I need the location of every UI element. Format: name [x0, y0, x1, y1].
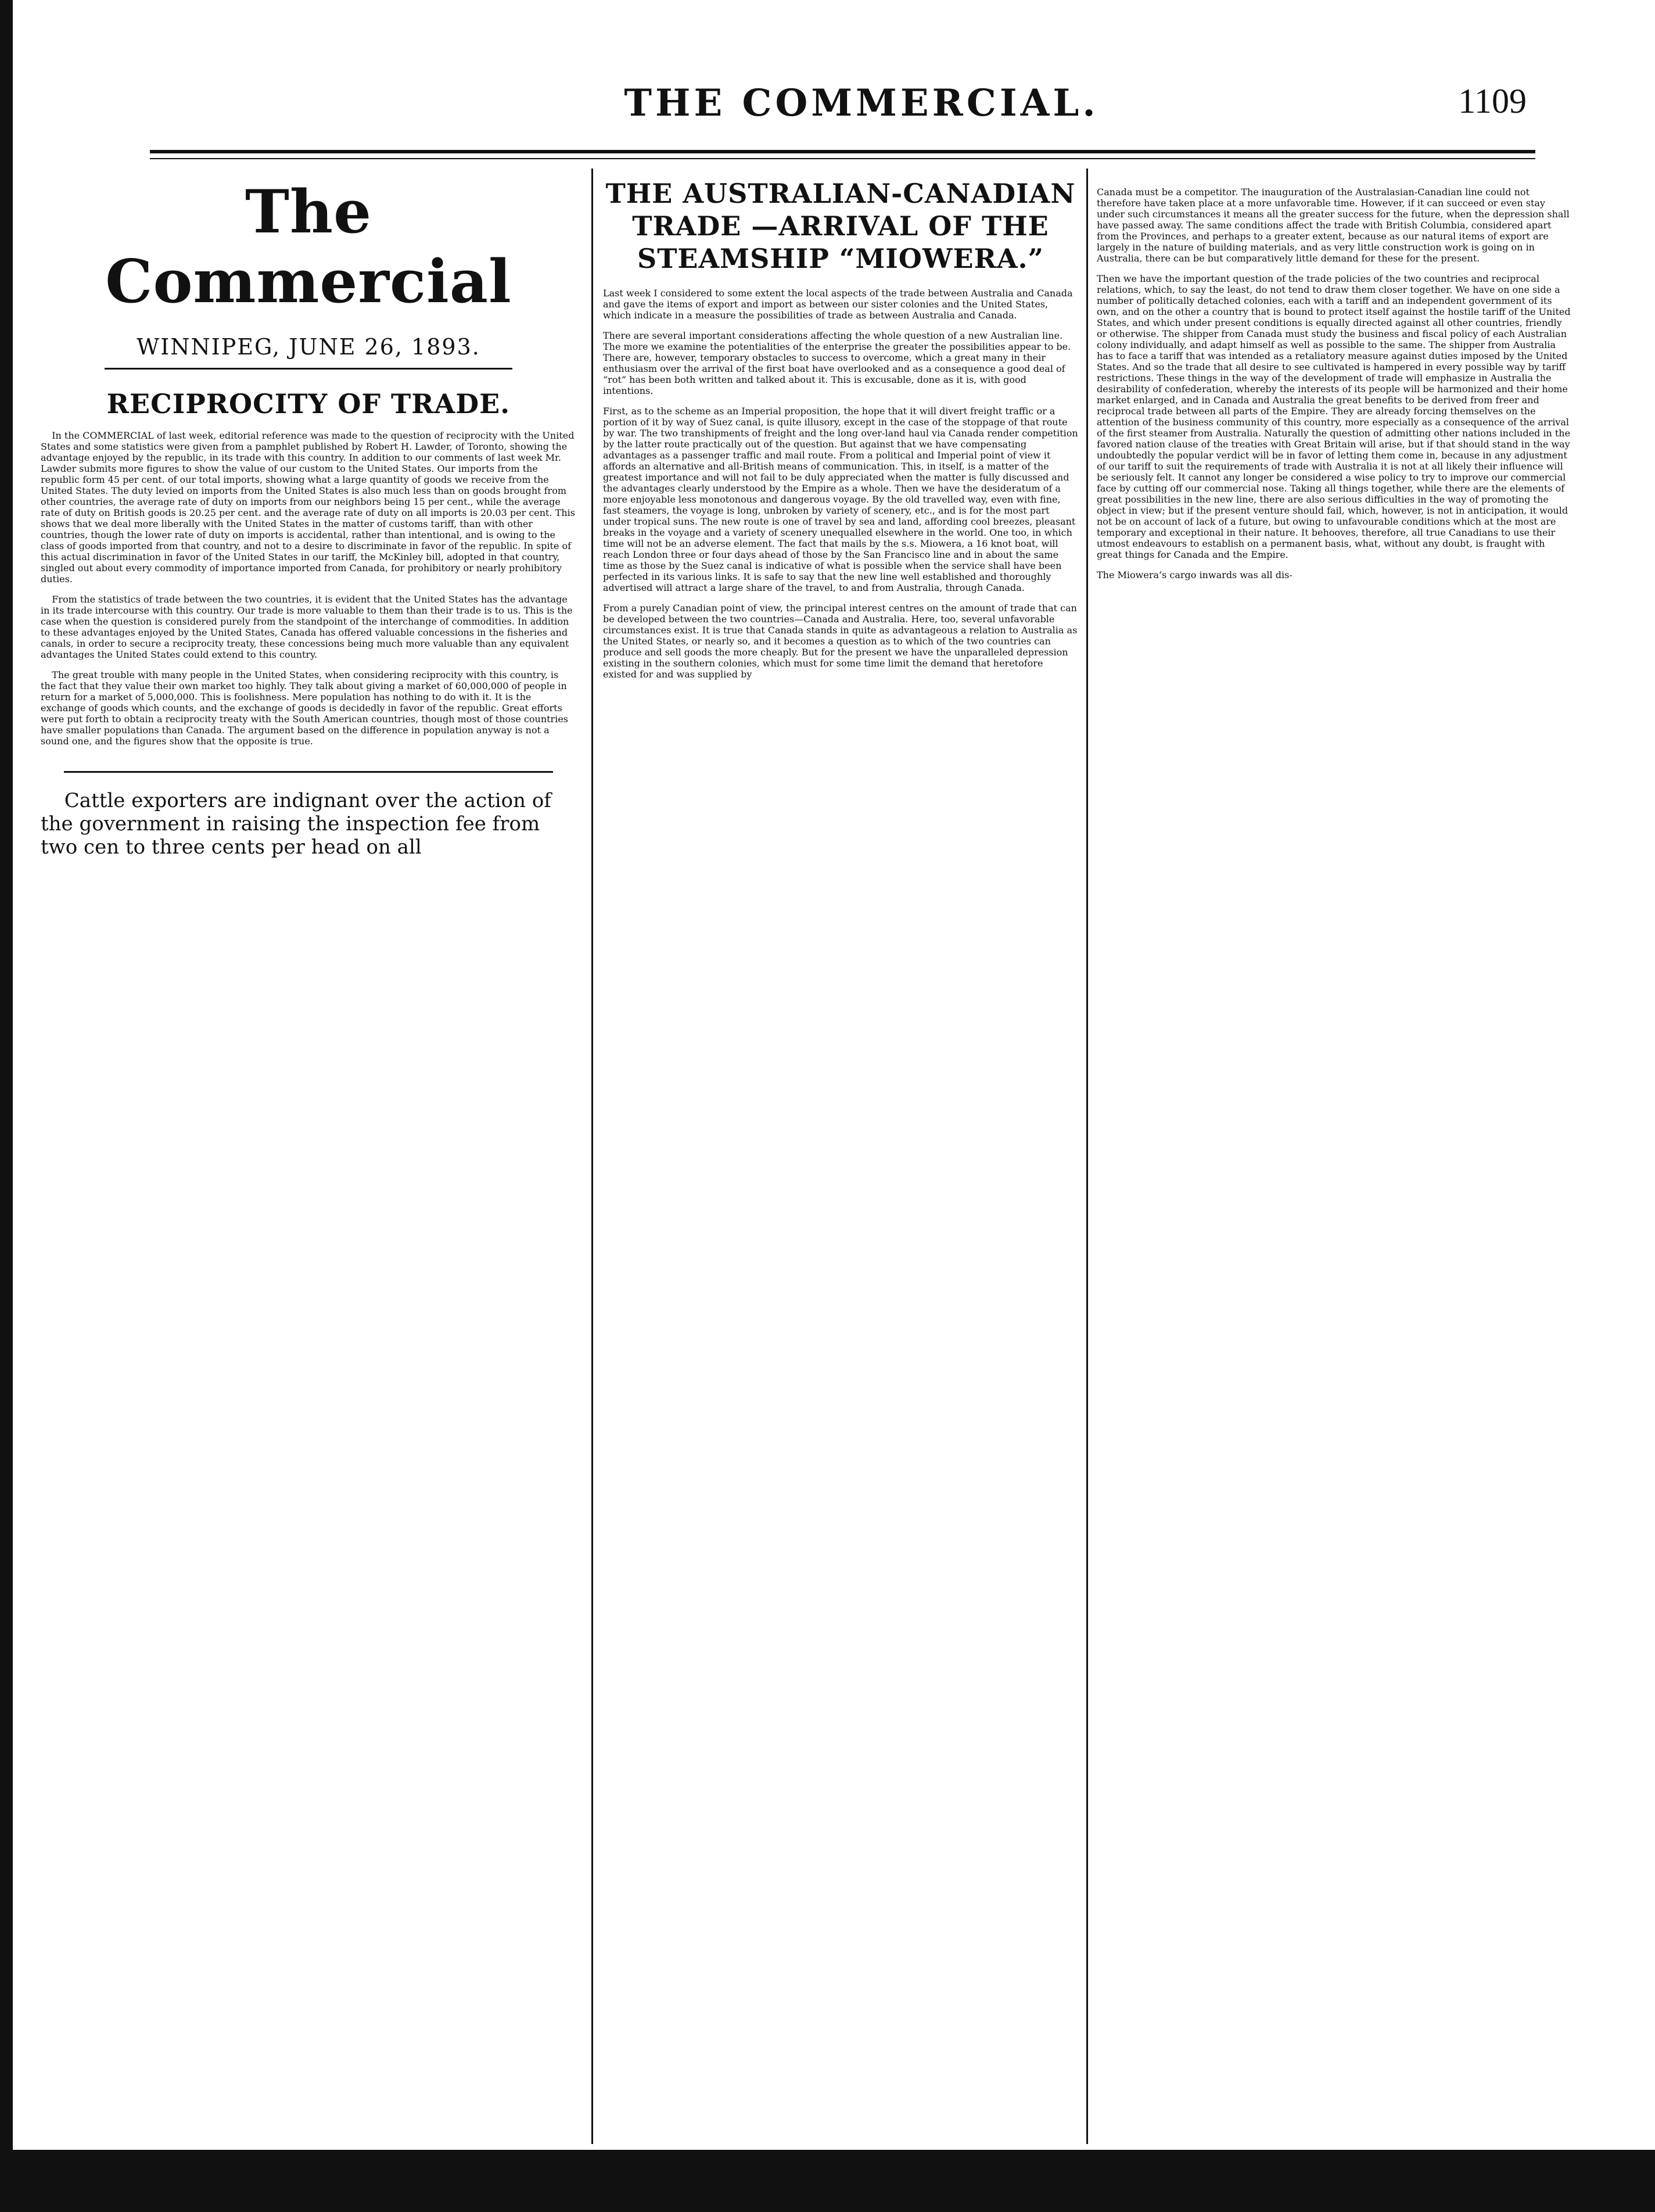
- dateline: WINNIPEG, JUNE 26, 1893.: [137, 334, 480, 360]
- column-right: [1097, 177, 1572, 2141]
- australian-heading: THE AUSTRALIAN-CANADIAN TRADE —ARRIVAL OF THE STEAMSHIP “MIOWERA.”: [605, 178, 1076, 274]
- article-separator: [64, 771, 553, 773]
- column-divider-right: [1086, 169, 1088, 2144]
- reciprocity-paragraph-3: The great trouble with many people in the United States, when considering reciprocity with this country, is the fact that they value their own market too highly. They talk about giving a market of 60,000,000 of people in return for a market of 5,000,000. This is foolishness. Mere population has nothing to do with it. It is the exchange of goods which counts, and the exchange of goods is decidedly in favor of the republic. Great efforts were put forth to obtain a reciprocity treaty with the South American countries, though most of those countries have smaller populations than Canada. The argument based on the difference in population anyway is not a sound one, and the figures show that the opposite is true.: [41, 669, 568, 747]
- australian-continued-3: The Miowera’s cargo inwards was all dis-: [1097, 569, 1293, 580]
- cattle-exporters-brief: Cattle exporters are indignant over the action of the government in raising the inspection fee from two cen to three cents per head on all: [41, 789, 551, 859]
- page-number: 1109: [1458, 82, 1527, 120]
- australian-paragraph-4: From a purely Canadian point of view, the principal interest centres on the amount of trade that can be developed between the two countries—Canada and Australia. Here, too, several unfavorable circumstances exist. It is true that Canada stands in quite as advantageous a relation to Australia as the United States, or nearly so, and it becomes a question as to which of the two countries can produce and sell goods the more cheaply. But for the present we have the unparalleled depression existing in the southern colonies, which must for some time limit the demand that heretofore existed for and was supplied by: [603, 603, 1078, 680]
- scan-edge-left: [0, 0, 13, 2212]
- column-middle: [603, 177, 1078, 2141]
- reciprocity-paragraph-2: From the statistics of trade between the two countries, it is evident that the United States has the advantage in its trade intercourse with this country. Our trade is more valuable to them than their trade is to us. This is the case when the question is considered purely from the standpoint of the interchange of commodities. In addition to these advantages enjoyed by the United States, Canada has offered valuable concessions in the fisheries and canals, in order to secure a reciprocity treaty, these concessions being much more valuable than any equivalent advantages the United States could extend to this country.: [41, 594, 573, 660]
- column-divider-left: [591, 169, 593, 2144]
- reciprocity-paragraph-1: In the COMMERCIAL of last week, editorial reference was made to the question of reciprocity with the United States and some statistics were given from a pamphlet published by Robert H. Lawder, of Toronto, showing the advantage enjoyed by the republic, in its trade with this country. In addition to our comments of last week Mr. Lawder submits more figures to show the value of our custom to the United States. Our imports from the republic form 45 per cent. of our total imports, showing what a large quantity of goods we receive from the United States. The duty levied on imports from the United States is also much less than on goods brought from other countries, the average rate of duty on imports from our neighbors being 15 per cent., while the average rate of duty on British goods is 20.25 per cent. and the average rate of duty on all imports is 20.03 per cent. This shows that we deal more liberally with the United States in the matter of customs tariff, than with other countries, though the lower rate of duty on imports is accidental, rather than intentional, and is owing to the class of goods imported from that country, and not to a desire to discriminate in favor of the republic. In spite of this actual discrimination in favor of the United States in our tariff, the McKinley bill, adopted in that country, singled out about every commodity of importance imported from Canada, for prohibitory or nearly prohibitory duties.: [41, 430, 575, 585]
- australian-continued-1: Canada must be a competitor. The inauguration of the Australasian-Canadian line could not therefore have taken place at a more unfavorable time. However, if it can succeed or even stay under such circumstances it means all the greater success for the future, when the depression shall have passed away. The same conditions affect the trade with British Columbia, considered apart from the Provinces, and perhaps to a greater extent, because as our natural items of export are largely in the nature of building materials, and as very little construction work is going on in Australia, there can be but comparatively little demand for these for the present.: [1097, 187, 1570, 264]
- scan-edge-bottom: [0, 2150, 1655, 2212]
- australian-paragraph-2: There are several important considerations affecting the whole question of a new Australian line. The more we examine the potentialities of the enterprise the greater the possibilities appear to be. There are, however, temporary obstacles to success to overcome, which a great many in their enthusiasm over the arrival of the first boat have overlooked and as a consequence a good deal of “rot” has been both written and talked about it. This is excusable, done as it is, with good intentions.: [603, 330, 1071, 396]
- page-header: [150, 81, 1527, 157]
- masthead-rule: [105, 368, 512, 370]
- australian-paragraph-3: First, as to the scheme as an Imperial proposition, the hope that it will divert freight traffic or a portion of it by way of Suez canal, is quite illusory, except in the case of the stoppage of that route by war. The two transhipments of freight and the long over-land haul via Canada render competition by the latter route practically out of the question. But against that we have compensating advantages as a passenger traffic and mail route. From a political and Imperial point of view it affords an alternative and all-British means of communication. This, in itself, is a matter of the greatest importance and will not fail to be duly appreciated when the matter is fully discussed and the advantages clearly understood by the Empire as a whole. Then we have the desideratum of a more enjoyable less monotonous and dangerous voyage. By the old travelled way, even with fine, fast steamers, the voyage is long, unbroken by variety of scenery, etc., and is for the most part under tropical suns. The new route is one of travel by sea and land, affording cool breezes, pleasant breaks in the voyage and a variety of scenery unequalled elsewhere in the world. One too, in which time will not be an adverse element. The fact that mails by the s.s. Miowera, a 16 knot boat, will reach London three or four days ahead of those by the San Francisco line and in about the same time as those by the Suez canal is indicative of what is possible when the service shall have been perfected in its various links. It is safe to say that the new line well established and thoroughly advertised will attract a large share of the travel, to and from Australia, through Canada.: [603, 406, 1078, 593]
- masthead-title: The Commercial: [105, 177, 512, 317]
- header-rule-thick: [150, 150, 1535, 153]
- column-left: [41, 177, 576, 2141]
- australian-continued-2: Then we have the important question of the trade policies of the two countries and reciprocal relations, which, to say the least, do not tend to draw them closer together. We have on one side a number of politically detached colonies, each with a tariff and an independent government of its own, and on the other a country that is bound to protect itself against the hostile tariff of the United States, and which under present conditions is equally directed against all other countries, friendly or otherwise. The shipper from Canada must study the business and fiscal policy of each Australian colony individually, and adapt himself as well as possible to the same. The shipper from Australia has to face a tariff that was intended as a retaliatory measure against duties imposed by the United States. And so the trade that all desire to see cultivated is hampered in every possible way by tariff restrictions. These things in the way of the development of trade will emphasize in Australia the desirability of confederation, whereby the interests of its people will be harmonized and their home market enlarged, and in Canada and Australia the great benefits to be derived from freer and reciprocal trade between all parts of the Empire. They are already forcing themselves on the attention of the business community of this country, more especially as a consequence of the arrival of the first steamer from Australia. Naturally the question of admitting other nations included in the favored nation clause of the treaties with Great Britain will arise, but if that should stand in the way undoubtedly the popular verdict will be in favor of letting them come in, because in any adjustment of our tariff to suit the requirements of trade with Australia it is not at all likely their influence will be seriously felt. It cannot any longer be considered a wise policy to try to improve our commercial face by cutting off our commercial nose. Taking all things together, while there are the elements of great possibilities in the new line, there are also serious difficulties in the way of promoting the object in view; but if the present venture should fail, which, however, is not in anticipation, it would not be on account of lack of a future, but owing to unfavourable conditions which at the most are temporary and exceptional in their nature. It behooves, therefore, all true Canadians to use their utmost endeavours to establish on a permanent basis, what, without any doubt, is fraught with great things for Canada and the Empire.: [1097, 273, 1571, 560]
- header-rule-thin: [150, 158, 1535, 159]
- running-head: THE COMMERCIAL.: [624, 81, 1099, 125]
- australian-paragraph-1: Last week I considered to some extent the local aspects of the trade between Australia and Canada and gave the items of export and import as between our sister colonies and the United States, which indicate in a measure the possibilities of trade as between Australia and Canada.: [603, 288, 1073, 321]
- reciprocity-heading: RECIPROCITY OF TRADE.: [106, 388, 511, 420]
